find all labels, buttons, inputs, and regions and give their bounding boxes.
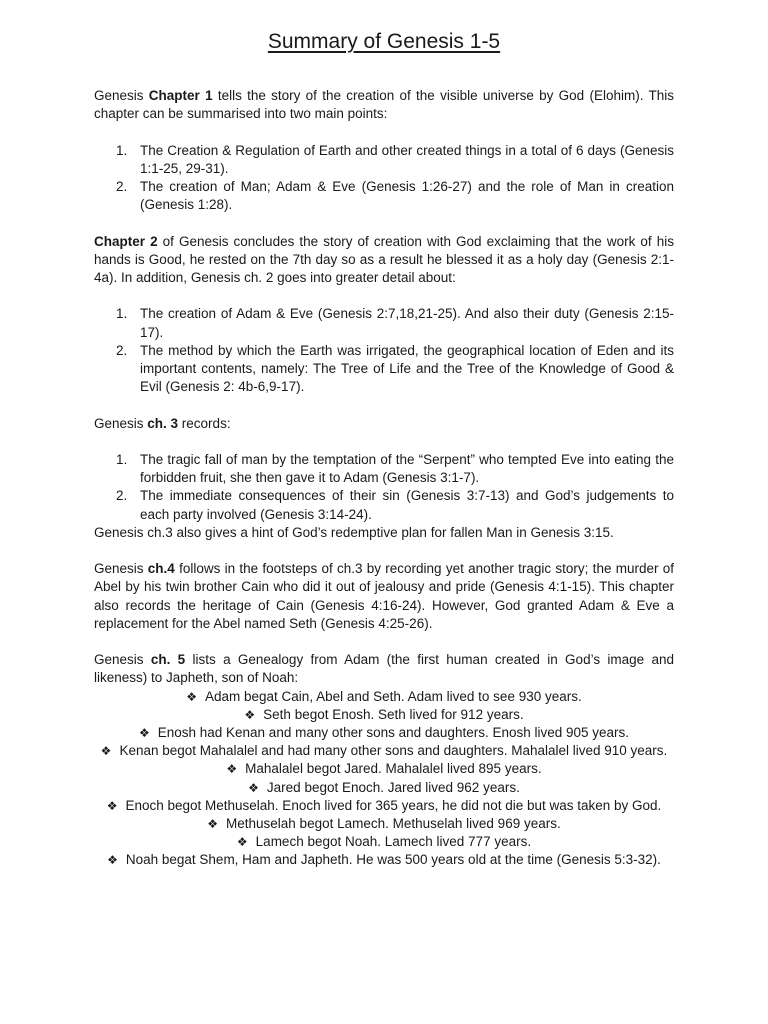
- genealogy-item: ❖ Seth begot Enosh. Seth lived for 912 years.: [244, 706, 524, 722]
- chapter-4-paragraph: [94, 560, 674, 633]
- genealogy-item: ❖ Noah begat Shem, Ham and Japheth. He was 500 years old at the time (Genesis 5:3-32).: [107, 852, 661, 868]
- diamond-bullet-icon: ❖: [107, 853, 118, 868]
- text-span: Genesis: [94, 415, 148, 431]
- list-item: 1. The tragic fall of man by the temptation of the “Serpent” who tempted Eve into eating the forbidden fruit, she then gave it to Adam (Genesis 3:1-7).: [116, 451, 674, 486]
- genealogy-item: ❖ Adam begat Cain, Abel and Seth. Adam lived to see 930 years.: [186, 688, 582, 704]
- list-item: 1. The Creation & Regulation of Earth and other created things in a total of 6 days (Genesis 1:1-25, 29-31).: [116, 142, 674, 176]
- chapter-3-list: [94, 451, 674, 524]
- genealogy-list: [94, 688, 674, 870]
- chapter-4-heading: ch.4: [147, 561, 175, 577]
- genealogy-item: ❖ Methuselah begot Lamech. Methuselah lived 969 years.: [207, 816, 561, 832]
- list-item: 1. The creation of Adam & Eve (Genesis 2:7,18,21-25). And also their duty (Genesis 2:15-17).: [116, 306, 674, 340]
- genealogy-item: ❖ Enosh had Kenan and many other sons and daughters. Enosh lived 905 years.: [138, 725, 630, 740]
- diamond-bullet-icon: ❖: [226, 762, 238, 777]
- text-span: lists a Genealogy from Adam (the first human created in God’s image and likeness) to Japheth, son of Noah:: [94, 652, 675, 686]
- diamond-bullet-icon: ❖: [244, 707, 256, 722]
- text-span: tells the story of the creation of the visible universe by God (Elohim). This chapter can be summarised into two main points:: [94, 88, 674, 122]
- text-span: follows in the footsteps of ch.3 by recording yet another tragic story; the murder of Abel by his twin brother Cain who did it out of jealousy and pride (Genesis 4:1-15). This chapter also records the heritage of Cain (Genesis 4:16-24). However, God granted Adam & Eve a replacement for the Abel named Seth (Genesis 4:25-26).: [94, 561, 675, 631]
- chapter-2-intro: [94, 233, 674, 288]
- list-item: 2. The creation of Man; Adam & Eve (Genesis 1:26-27) and the role of Man in creation (Genesis 1:28).: [116, 179, 674, 213]
- chapter-2-list: [94, 305, 674, 396]
- chapter-5-intro: [94, 651, 674, 687]
- text-span: Genesis: [94, 88, 149, 103]
- diamond-bullet-icon: ❖: [207, 817, 219, 832]
- diamond-bullet-icon: ❖: [236, 835, 248, 850]
- genealogy-item: ❖ Kenan begot Mahalalel and had many other sons and daughters. Mahalalel lived 910 years.: [100, 743, 668, 759]
- text-span: Genesis: [94, 561, 148, 577]
- diamond-bullet-icon: ❖: [248, 780, 259, 795]
- chapter-1-intro: [94, 87, 674, 123]
- text-span: of Genesis concludes the story of creation with God exclaiming that the work of his hands is Good, he rested on the 7th day so as a result he blessed it as a holy day (Genesis 2:1-4a). In addition, Genesis ch. 2 goes into greater detail about:: [94, 233, 674, 285]
- diamond-bullet-icon: ❖: [106, 798, 118, 813]
- genealogy-item: ❖ Enoch begot Methuselah. Enoch lived for 365 years, he did not die but was taken by God.: [106, 797, 662, 813]
- chapter-3-note: Genesis ch.3 also gives a hint of God’s redemptive plan for fallen Man in Genesis 3:15.: [94, 524, 614, 540]
- page-title: Summary of Genesis 1-5: [267, 30, 501, 53]
- genealogy-item: ❖ Jared begot Enoch. Jared lived 962 years.: [248, 779, 520, 795]
- genealogy-item: ❖ Lamech begot Noah. Lamech lived 777 years.: [236, 834, 532, 850]
- chapter-1-heading: Chapter 1: [148, 88, 213, 103]
- chapter-1-list: [94, 142, 674, 215]
- diamond-bullet-icon: ❖: [138, 726, 150, 740]
- diamond-bullet-icon: ❖: [100, 744, 112, 759]
- list-item: 2. The method by which the Earth was irrigated, the geographical location of Eden and its important contents, namely: The Tree of Life and the Tree of the Knowledge of Good & Evil (Genesis 2: 4b-6,9-17).: [116, 342, 674, 395]
- chapter-5-heading: ch. 5: [150, 652, 186, 668]
- chapter-3-heading: ch. 3: [147, 415, 179, 431]
- list-item: 2. The immediate consequences of their sin (Genesis 3:7-13) and God’s judgements to each party involved (Genesis 3:14-24).: [116, 488, 674, 522]
- chapter-2-heading: Chapter 2: [94, 233, 158, 249]
- document-body: [94, 87, 674, 870]
- chapter-3-intro: [94, 415, 674, 433]
- genealogy-item: ❖ Mahalalel begot Jared. Mahalalel lived 895 years.: [226, 761, 542, 777]
- diamond-bullet-icon: ❖: [186, 689, 197, 704]
- text-span: Genesis: [94, 652, 151, 668]
- text-span: records:: [178, 415, 231, 431]
